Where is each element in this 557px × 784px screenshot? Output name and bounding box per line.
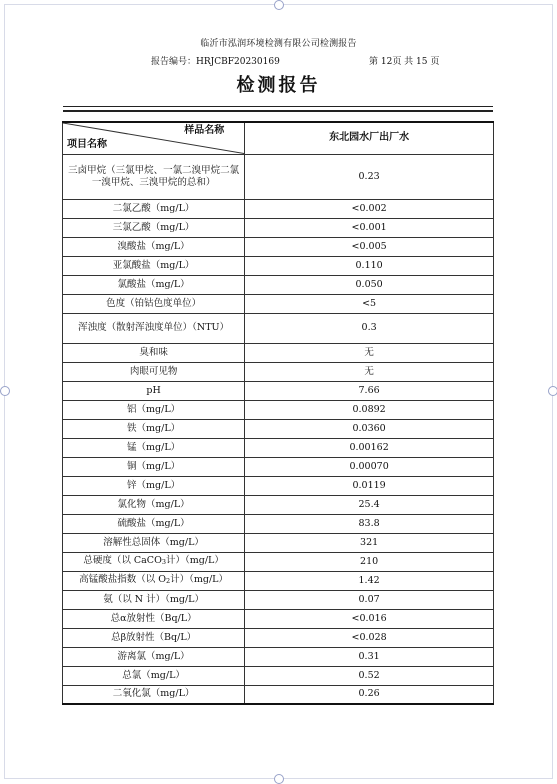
result-value-cell: 25.4 [245, 495, 494, 514]
frame-handle-right[interactable] [548, 386, 557, 396]
item-name-cell: 肉眼可见物 [63, 362, 245, 381]
table-row [63, 533, 494, 552]
item-name-cell: 游离氯（mg/L） [63, 647, 245, 666]
table-row [63, 294, 494, 313]
table-row [63, 552, 494, 571]
header-rule-thick [63, 110, 493, 112]
item-name-cell: 总β放射性（Bq/L） [63, 628, 245, 647]
result-value-cell: 0.050 [245, 275, 494, 294]
item-name-cell: 氯化物（mg/L） [63, 495, 245, 514]
item-name-cell: 总氯（mg/L） [63, 666, 245, 685]
item-name-cell: 锌（mg/L） [63, 476, 245, 495]
result-value-cell: 无 [245, 343, 494, 362]
item-name-cell: 溴酸盐（mg/L） [63, 237, 245, 256]
diagonal-header-cell [63, 122, 245, 154]
result-value-cell: 无 [245, 362, 494, 381]
table-row [63, 495, 494, 514]
item-name-cell: 色度（铂钴色度单位） [63, 294, 245, 313]
result-value-cell: 0.23 [245, 154, 494, 199]
table-row [63, 571, 494, 590]
item-name-part: 计）（mg/L） [166, 555, 224, 566]
report-title: 检测报告 [236, 75, 321, 96]
report-number [151, 54, 280, 67]
item-name-cell: 总α放射性（Bq/L） [63, 609, 245, 628]
table-row [63, 628, 494, 647]
item-name-cell: 三卤甲烷（三氯甲烷、一氯二溴甲烷二氯一溴甲烷、三溴甲烷的总和） [63, 154, 245, 199]
result-value-cell: 0.00162 [245, 438, 494, 457]
result-value-cell: 0.31 [245, 647, 494, 666]
result-value-cell: 0.0119 [245, 476, 494, 495]
item-name-cell [63, 571, 245, 590]
result-value-cell: 0.0892 [245, 400, 494, 419]
result-value-cell: 7.66 [245, 381, 494, 400]
report-number-value: HRJCBF20230169 [196, 57, 280, 67]
company-header: 临沂市泓润环境检测有限公司检测报告 [200, 39, 357, 49]
result-value-cell: <0.001 [245, 218, 494, 237]
item-name-cell: 硫酸盐（mg/L） [63, 514, 245, 533]
item-name-cell: 二氧化氯（mg/L） [63, 685, 245, 704]
item-name-cell: 铁（mg/L） [63, 419, 245, 438]
table-row [63, 685, 494, 704]
table-row [63, 400, 494, 419]
item-name-cell: 亚氯酸盐（mg/L） [63, 256, 245, 275]
table-row [63, 275, 494, 294]
table-row [63, 256, 494, 275]
table-row [63, 154, 494, 199]
item-name-cell: 铝（mg/L） [63, 400, 245, 419]
result-value-cell: 0.3 [245, 313, 494, 343]
report-number-label: 报告编号： [151, 57, 197, 67]
table-row [63, 313, 494, 343]
table-row [63, 381, 494, 400]
item-name-cell: 铜（mg/L） [63, 457, 245, 476]
item-name-cell: 溶解性总固体（mg/L） [63, 533, 245, 552]
item-name-cell [63, 552, 245, 571]
result-value-cell: 321 [245, 533, 494, 552]
table-row [63, 457, 494, 476]
item-name-cell: 氯酸盐（mg/L） [63, 275, 245, 294]
result-value-cell: 0.110 [245, 256, 494, 275]
item-name-cell: 三氯乙酸（mg/L） [63, 218, 245, 237]
table-row [63, 237, 494, 256]
table-row [63, 362, 494, 381]
item-name-part: 计）（mg/L） [170, 574, 228, 585]
item-name-cell: 二氯乙酸（mg/L） [63, 199, 245, 218]
item-name-cell: 氨（以 N 计）（mg/L） [63, 590, 245, 609]
frame-handle-left[interactable] [0, 386, 10, 396]
item-name-subscript: 2 [166, 577, 171, 585]
result-value-cell: 0.00070 [245, 457, 494, 476]
results-table [62, 121, 494, 705]
frame-handle-top[interactable] [274, 0, 284, 10]
result-value-cell: 0.0360 [245, 419, 494, 438]
result-value-cell: <0.005 [245, 237, 494, 256]
table-row [63, 514, 494, 533]
item-name-part: 总硬度（以 CaCO [83, 555, 162, 566]
table-header-row [63, 122, 494, 154]
item-name-cell: 浑浊度（散射浑浊度单位）（NTU） [63, 313, 245, 343]
item-name-part: 高锰酸盐指数（以 O [79, 574, 166, 585]
table-row [63, 609, 494, 628]
item-name-label: 项目名称 [67, 138, 107, 150]
result-value-cell: 83.8 [245, 514, 494, 533]
table-row [63, 438, 494, 457]
item-name-cell: 臭和味 [63, 343, 245, 362]
item-name-cell: 锰（mg/L） [63, 438, 245, 457]
result-value-cell: <0.016 [245, 609, 494, 628]
result-value-cell: <5 [245, 294, 494, 313]
table-row [63, 218, 494, 237]
result-value-cell: 0.52 [245, 666, 494, 685]
page-indicator: 第 12页 共 15 页 [369, 57, 440, 67]
item-name-cell: pH [63, 381, 245, 400]
result-value-cell: 1.42 [245, 571, 494, 590]
table-row [63, 199, 494, 218]
table-row [63, 647, 494, 666]
table-row [63, 419, 494, 438]
sample-name-value: 东北园水厂出厂水 [245, 122, 494, 154]
table-row [63, 590, 494, 609]
result-value-cell: 210 [245, 552, 494, 571]
sample-name-label: 样品名称 [184, 125, 225, 136]
result-value-cell: 0.07 [245, 590, 494, 609]
result-value-cell: <0.028 [245, 628, 494, 647]
table-row [63, 666, 494, 685]
result-value-cell: <0.002 [245, 199, 494, 218]
table-row [63, 476, 494, 495]
result-value-cell: 0.26 [245, 685, 494, 704]
header-rule-thin [63, 106, 493, 107]
item-name-subscript: 3 [161, 558, 166, 566]
table-row [63, 343, 494, 362]
